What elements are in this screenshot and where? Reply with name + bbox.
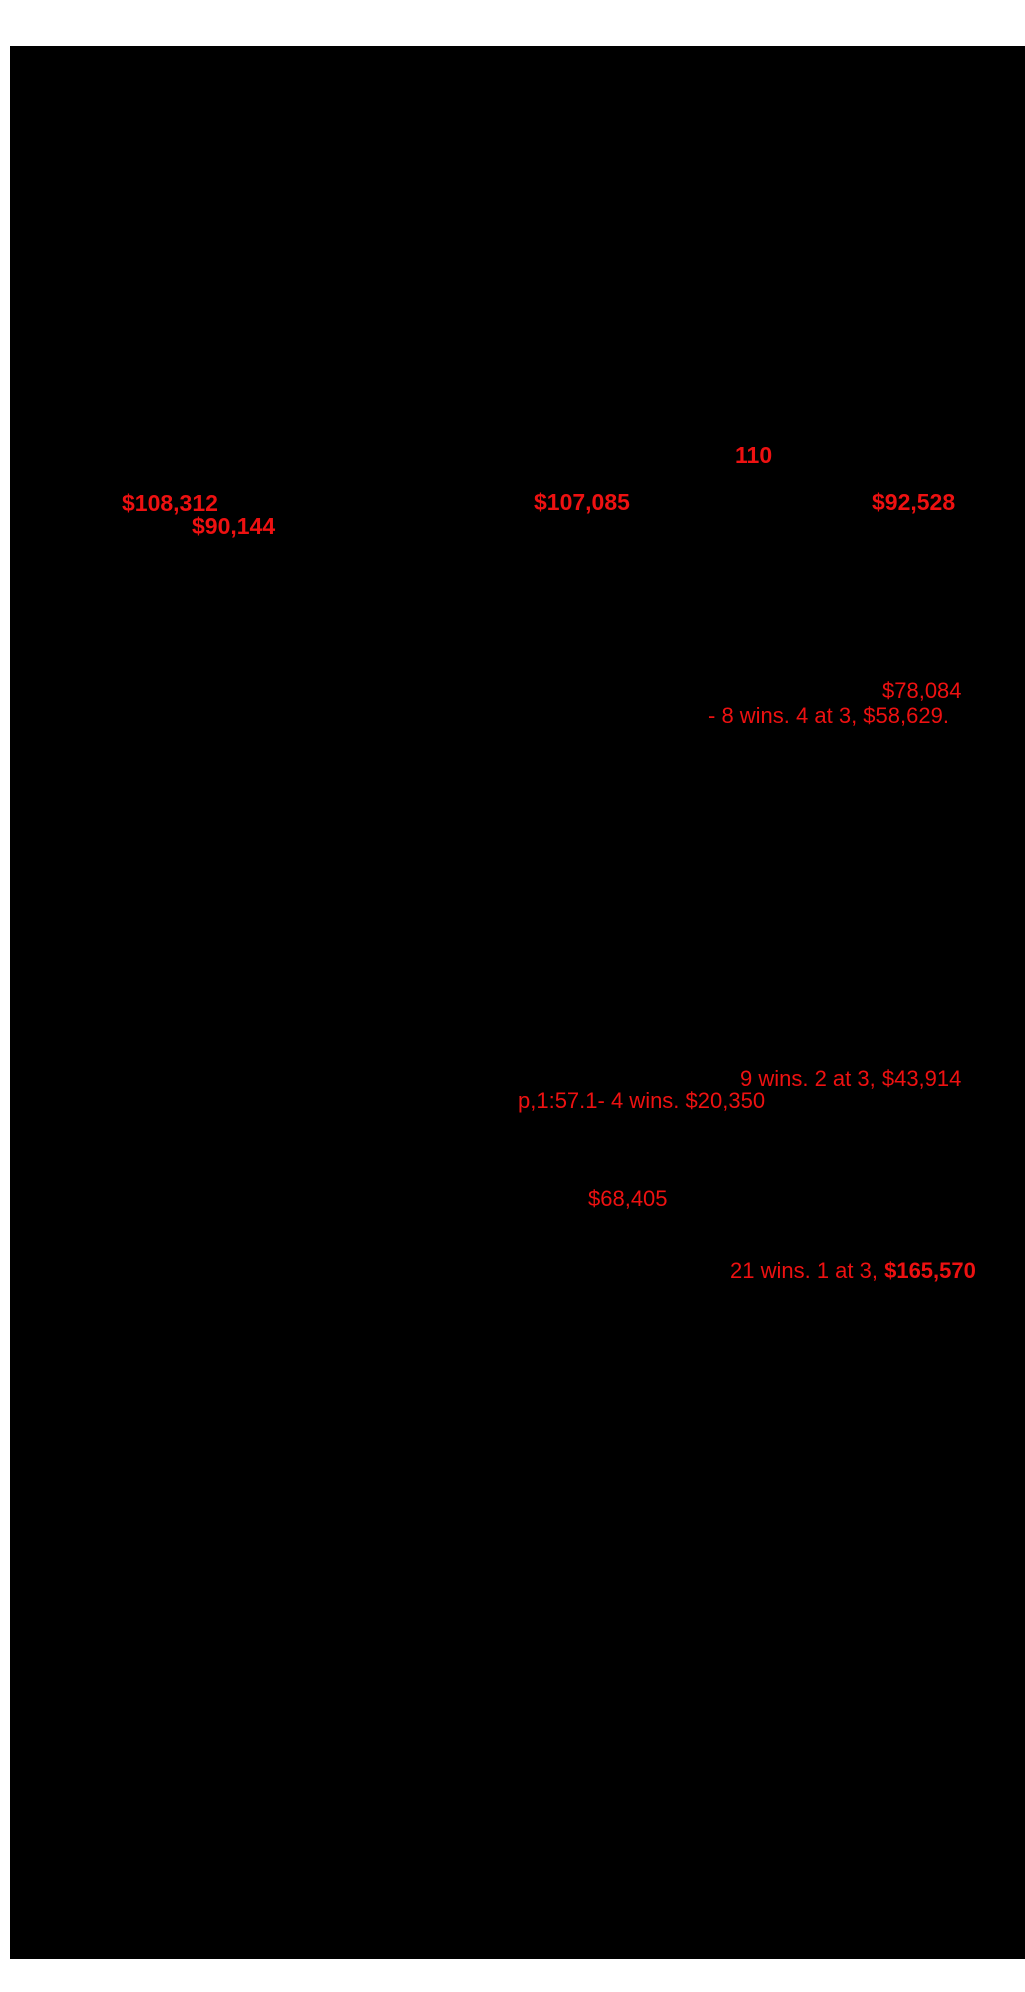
earnings-amount-3: $92,528 — [872, 489, 956, 515]
race-record-line-1: - 8 wins. 4 at 3, $58,629. — [708, 703, 949, 728]
earnings-amount-7: $165,570 — [884, 1258, 976, 1283]
race-record-line-2: 9 wins. 2 at 3, $43,914 — [740, 1066, 962, 1091]
earnings-amount-1: $108,312 — [122, 490, 218, 516]
race-record-line-4-text: 21 wins. 1 at 3, — [730, 1258, 885, 1283]
race-record-line-3: p,1:57.1- 4 wins. $20,350 — [518, 1088, 766, 1113]
race-record-line-4 — [730, 1260, 976, 1282]
earnings-amount-4: $90,144 — [192, 513, 276, 539]
scanned-page — [10, 46, 1025, 1959]
earnings-amount-2: $107,085 — [534, 489, 630, 515]
earnings-amount-5: $78,084 — [882, 678, 962, 703]
speed-rating-value: 110 — [735, 442, 773, 468]
earnings-amount-6: $68,405 — [588, 1186, 668, 1211]
